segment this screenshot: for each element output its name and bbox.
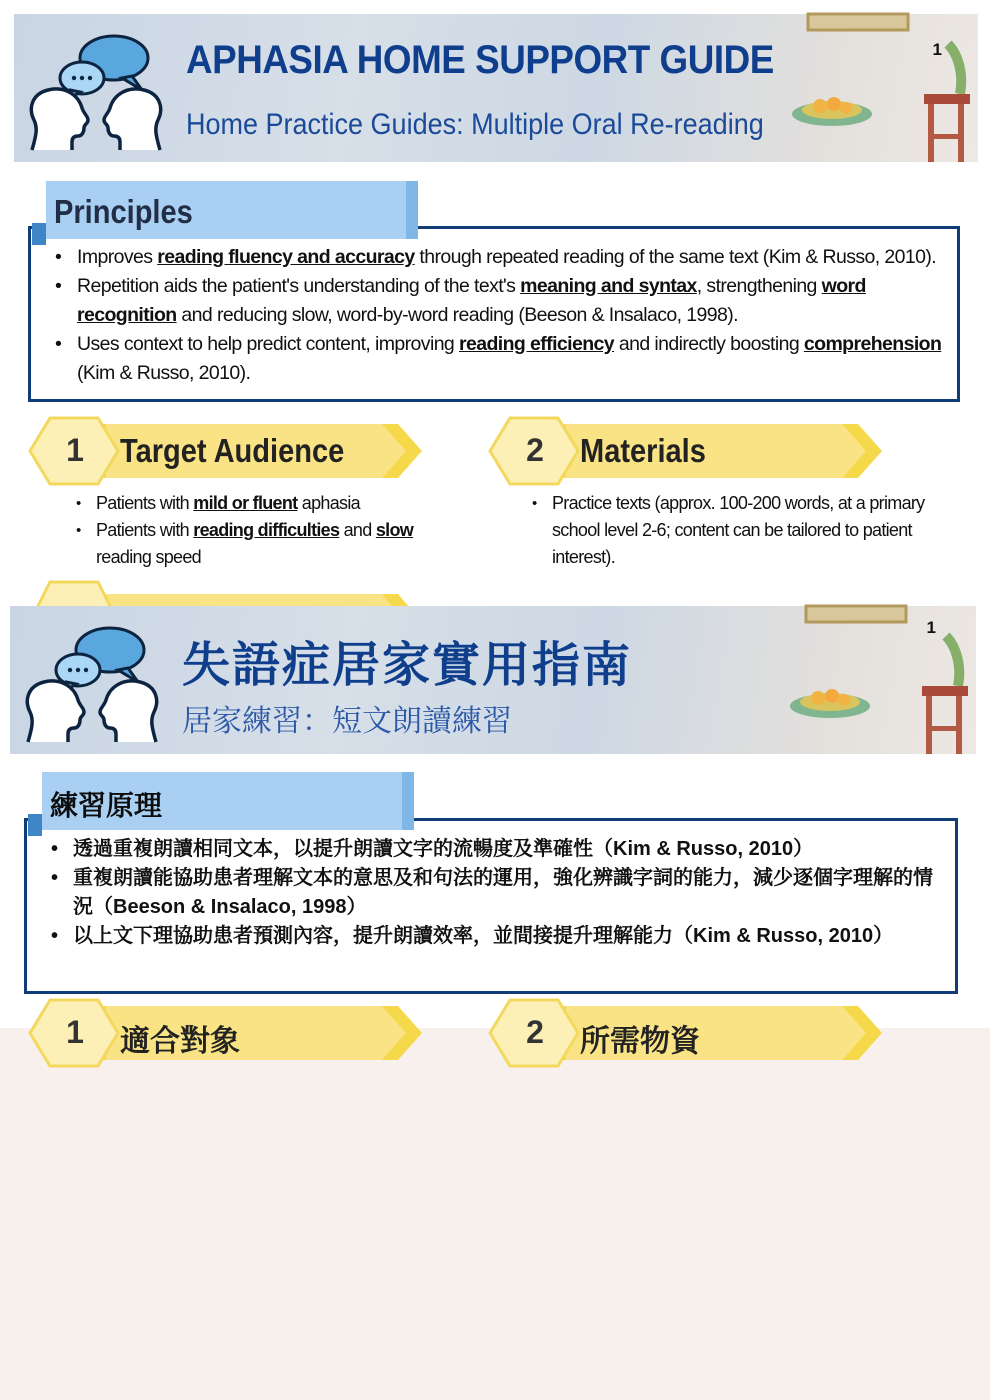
principle-item: • Uses context to help predict content, improving reading efficiency and indirectly boosting comprehension (Kim & Russo, 2010). bbox=[77, 330, 951, 388]
principles-box bbox=[28, 226, 960, 402]
section-label: 適合對象 bbox=[120, 1025, 240, 1058]
chinese-page bbox=[0, 606, 990, 1058]
page-subtitle: Home Practice Guides: Multiple Oral Re-reading bbox=[186, 108, 764, 141]
page-title: APHASIA HOME SUPPORT GUIDE bbox=[186, 38, 774, 82]
header-banner bbox=[14, 14, 978, 162]
section-banner-target-audience bbox=[30, 418, 430, 484]
page-subtitle: 居家練習：短文朗讀練習 bbox=[182, 705, 512, 738]
principles-tab bbox=[46, 181, 418, 239]
speech-bubbles-heads-icon bbox=[22, 620, 162, 748]
materials-list bbox=[552, 490, 964, 571]
section-number: 2 bbox=[526, 1014, 544, 1050]
principle-item: • Improves reading fluency and accuracy through repeated reading of the same text (Kim & Russo, 2010). bbox=[77, 243, 951, 272]
section-number: 1 bbox=[66, 432, 84, 468]
section-label: 所需物資 bbox=[580, 1025, 700, 1058]
list-item: • Patients with reading difficulties and slow reading speed bbox=[96, 517, 456, 571]
page-title: 失語症居家實用指南 bbox=[182, 639, 633, 692]
list-item: • Practice texts (approx. 100-200 words, at a primary school level 2-6; content can be tailored to patient interest). bbox=[552, 490, 964, 571]
principles-box bbox=[24, 818, 958, 994]
room-decoration bbox=[758, 14, 978, 162]
principles-heading: 練習原理 bbox=[50, 790, 163, 821]
speech-bubbles-heads-icon bbox=[26, 28, 166, 156]
header-banner bbox=[10, 606, 976, 754]
page-number: 1 bbox=[926, 618, 936, 637]
section-banner-materials bbox=[490, 418, 890, 484]
principle-item: • 重複朗讀能協助患者理解文本的意思及和句法的運用，強化辨識字詞的能力，減少逐個字理解的情況（Beeson & Insalaco, 1998） bbox=[73, 864, 949, 922]
room-decoration bbox=[756, 606, 976, 754]
principle-item: • Repetition aids the patient's understanding of the text's meaning and syntax, strengthening word recognition and reducing slow, word-by-word reading (Beeson & Insalaco, 1998). bbox=[77, 272, 951, 330]
page-number: 1 bbox=[932, 40, 942, 59]
section-label: Target Audience bbox=[120, 432, 345, 469]
english-page bbox=[0, 0, 990, 606]
section-label: Materials bbox=[580, 432, 706, 469]
target-audience-list bbox=[96, 490, 456, 571]
principles-tab bbox=[42, 772, 414, 830]
principle-item: • 以上文下理協助患者預測內容，提升朗讀效率，並間接提升理解能力（Kim & Russo, 2010） bbox=[73, 922, 949, 951]
principles-heading: Principles bbox=[54, 193, 193, 230]
section-number: 1 bbox=[66, 1014, 84, 1050]
section-banner-materials bbox=[490, 1000, 890, 1058]
list-item: • Patients with mild or fluent aphasia bbox=[96, 490, 456, 517]
principle-item: • 透過重複朗讀相同文本，以提升朗讀文字的流暢度及準確性（Kim & Russo, 2010） bbox=[73, 835, 949, 864]
section-number: 2 bbox=[526, 432, 544, 468]
section-banner-target-audience bbox=[30, 1000, 430, 1058]
